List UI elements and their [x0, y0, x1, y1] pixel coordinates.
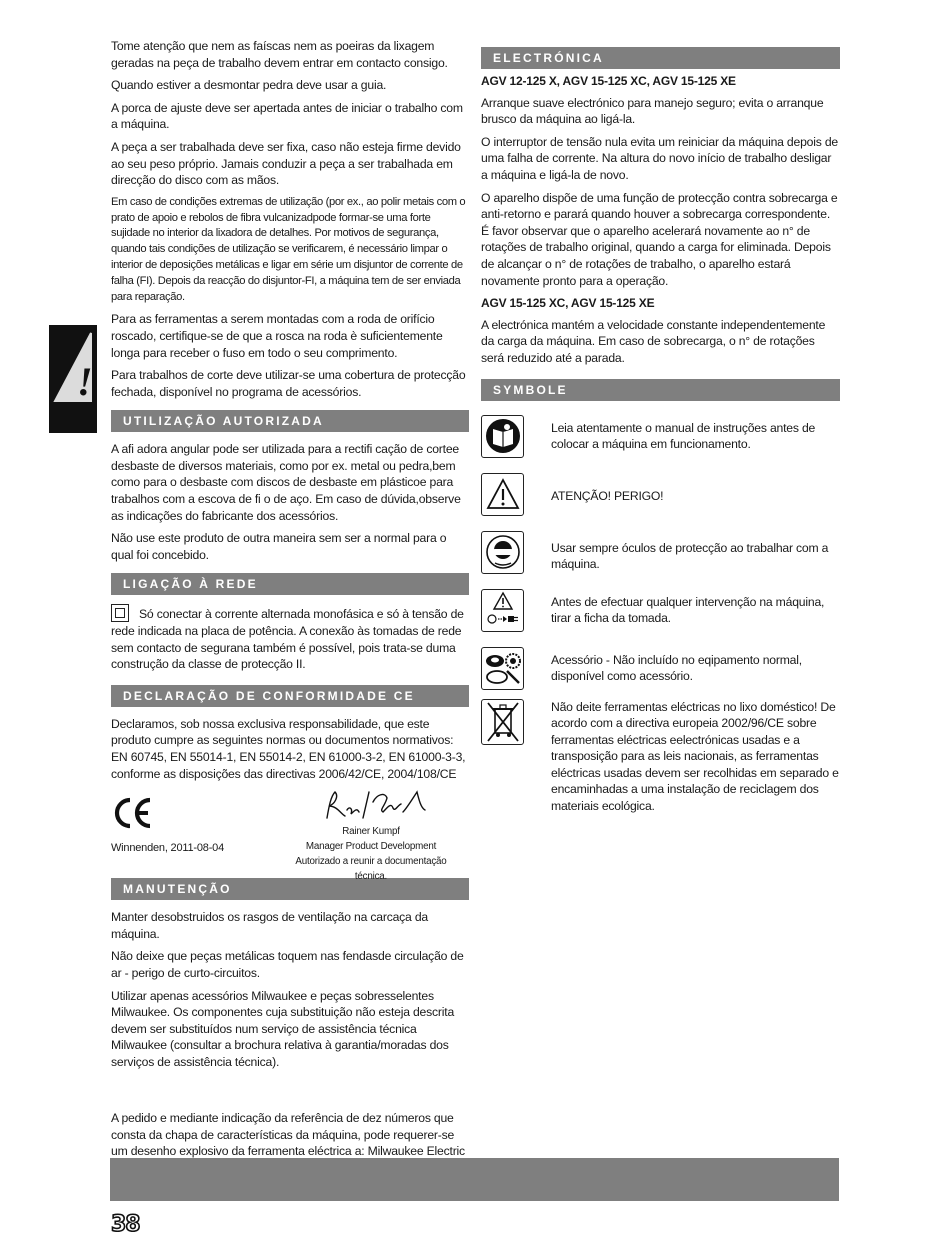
model-subheading: AGV 15-125 XC, AGV 15-125 XE: [481, 296, 655, 311]
weee-bin-icon: [481, 699, 524, 745]
signer-role: Manager Product Development: [305, 841, 437, 853]
maintenance-paragraph: A pedido e mediante indicação da referência de dez números que consta da chapa de características da máquina, pode requerer-se um desenho explosivo da ferramenta eléctrica a: Milwaukee Electric: [111, 1111, 465, 1159]
svg-text:!: !: [77, 359, 93, 404]
safety-paragraph: A porca de ajuste deve ser apertada antes de iniciar o trabalho com a máquina.: [111, 100, 463, 132]
section-header-ce-declaration: DECLARAÇÃO DE CONFORMIDADE CE: [111, 685, 469, 707]
symbol-text: Leia atentamente o manual de instruções antes de colocar a máquina em funcionamento.: [551, 420, 816, 452]
warning-icon: [481, 473, 524, 516]
left-column: [111, 38, 469, 1077]
section-header-maintenance: MANUTENÇÃO: [111, 878, 469, 900]
section-header-symbols: SYMBOLE: [481, 379, 840, 401]
use-paragraph: Não use este produto de outra maneira sem ser a normal para o qual foi concebido.: [111, 531, 447, 562]
maintenance-paragraph: Utilizar apenas acessórios Milwaukee e peças sobresselentes Milwaukee. Os componentes cuja substituição não esteja descrita devem ser substituídos num serviço de assistência técnica Milwaukee (consultar a brochura relativa à garantia/moradas dos serviços de assistência técnica).: [111, 988, 455, 1069]
safety-paragraph: Para trabalhos de corte deve utilizar-se uma cobertura de protecção fechada, disponível no programa de acessórios.: [111, 368, 466, 399]
warning-side-tab: [49, 325, 97, 433]
electronics-paragraph: O interruptor de tensão nula evita um reiniciar da máquina depois de uma falha de corrente. Na altura do novo início de trabalho desligar a máquina e ligá-la de novo.: [481, 134, 838, 182]
safety-paragraph: A peça a ser trabalhada deve ser fixa, caso não esteja firme devido ao seu peso próprio. Jamais conduzir a peça a ser trabalhada em direcção do disco com as mãos.: [111, 139, 461, 188]
footer-bar: [110, 1158, 839, 1201]
accessory-icon: [481, 647, 524, 690]
electronics-paragraph: O aparelho dispõe de uma função de protecção contra sobrecarga e anti-retorno e parará quando houver a sobrecarga correspondente. É favor observar que o aparelho acelerará novamente ao n° de rotações de trabalho original, quando a carga for eliminada. Depois de alcançar o n° de rotações de trabalho, o aparelho estará novamente pronto para a operação.: [481, 190, 838, 288]
safety-paragraph: Em caso de condições extremas de utilização (por ex., ao polir metais com o prato de apoio e rebolos de fibra vulcanizadpode formar-se uma forte sujidade no interior da lixadora de detalhes. Por motivos de segurança, quando tais condições de utilização se verificarem, é necessário limpar o interior de deposições metálicas e ligar em série um disjuntor de corrente de falha (FI). Depois da reacção do disjuntor-FI, a máquina tem de ser enviada para reparação.: [111, 195, 466, 303]
signature-block: [111, 788, 469, 883]
unplug-icon: [481, 589, 524, 632]
symbol-row: [481, 415, 840, 473]
signer-info: [281, 824, 461, 884]
mains-paragraph: Só conectar à corrente alternada monofásica e só à tensão de rede indicada na placa de potência. A conexão às tomadas de rede sem contacto de segurana também é possível, pois trata-se duma construção da classe de protecção II.: [111, 604, 469, 672]
symbol-row: [481, 699, 840, 815]
manual-icon: [481, 415, 524, 458]
symbol-text: Não deite ferramentas eléctricas no lixo doméstico! De acordo com a directiva europeia 2002/96/CE sobre ferramentas eléctricas eelectrónicas usadas e a transposição para as leis nacionais, as ferramentas eléctricas usadas devem ser recolhidas em separado e encaminhadas a uma instalação de reciclagem dos materiais ecológica.: [551, 699, 839, 814]
symbol-text: Acessório - Não incluído no eqipamento normal, disponível como acessório.: [551, 652, 802, 684]
symbol-row: [481, 531, 840, 589]
symbol-row: [481, 647, 840, 699]
class-ii-icon: [111, 604, 129, 622]
signer-name: Rainer Kumpf: [342, 826, 400, 838]
signer-authorization: Autorizado a reunir a documentação técnica.: [295, 856, 447, 883]
model-subheading: AGV 12-125 X, AGV 15-125 XC, AGV 15-125 XE: [481, 74, 736, 88]
maintenance-clipped-paragraph: [111, 1110, 469, 1158]
safety-paragraph: Para as ferramentas a serem montadas com a roda de orifício roscado, certifique-se de que a rosca na roda è suficientemente longa para receber o fuso em todo o seu comprimento.: [111, 312, 443, 360]
goggles-icon: [481, 531, 524, 574]
symbol-text: Usar sempre óculos de protecção ao trabalhar com a máquina.: [551, 540, 829, 572]
page-number: 38: [111, 1212, 140, 1237]
warning-triangle-icon: [51, 329, 95, 405]
electronics-paragraph: Arranque suave electrónico para manejo seguro; evita o arranque brusco da máquina ao ligá-la.: [481, 95, 824, 127]
ce-paragraph: Declaramos, sob nossa exclusiva responsabilidade, que este produto cumpre as seguintes normas ou documentos normativos: EN 60745, EN 55014-1, EN 55014-2, EN 61000-3-2, EN 61000-3-3, conforme as disposições das directivas 2006/42/CE, 2004/108/CE: [111, 716, 466, 781]
handwritten-signature: [321, 788, 439, 822]
maintenance-paragraph: Manter desobstruidos os rasgos de ventilação na carcaça da máquina.: [111, 910, 428, 941]
ce-mark-icon: [113, 796, 153, 830]
section-header-electronics: ELECTRÓNICA: [481, 47, 840, 69]
use-paragraph: A afi adora angular pode ser utilizada para a rectifi cação de cortee desbaste de diversos materiais, como por ex. metal ou pedra,bem como para o desbaste com discos de desbaste em plásticoe para trabalhos com a escova de fi o de aço. Em caso de dúvida,observe as indicações do fabricante dos acessórios.: [111, 442, 461, 523]
symbol-text: ATENÇÃO! PERIGO!: [551, 488, 664, 503]
symbol-row: [481, 473, 840, 531]
symbol-row: [481, 589, 840, 647]
electronics-paragraph: A electrónica mantém a velocidade constante independentemente da carga da máquina. Em caso de sobrecarga, o n° de rotações será reduzido até a parada.: [481, 317, 826, 365]
safety-paragraph: Quando estiver a desmontar pedra deve usar a guia.: [111, 78, 387, 93]
right-column: [481, 47, 840, 815]
section-header-mains-connection: LIGAÇÃO À REDE: [111, 573, 469, 595]
section-header-authorized-use: UTILIZAÇÃO AUTORIZADA: [111, 410, 469, 432]
place-date: Winnenden, 2011-08-04: [111, 842, 225, 855]
symbol-text: Antes de efectuar qualquer intervenção na máquina, tirar a ficha da tomada.: [551, 594, 825, 626]
maintenance-paragraph: Não deixe que peças metálicas toquem nas fendasde circulação de ar - perigo de curto-circuitos.: [111, 949, 464, 980]
safety-paragraph: Tome atenção que nem as faíscas nem as poeiras da lixagem geradas na peça de trabalho devem entrar em contacto consigo.: [111, 39, 448, 70]
